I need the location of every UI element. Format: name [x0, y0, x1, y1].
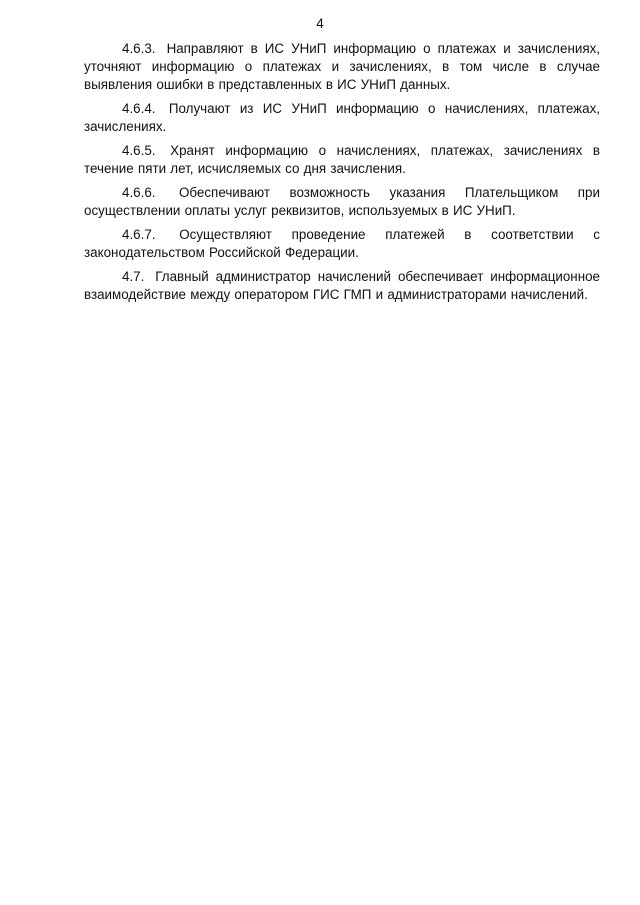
paragraph-4-6-7 [84, 226, 600, 262]
paragraph-number: 4.6.7. [122, 227, 156, 242]
paragraph-number: 4.7. [122, 269, 145, 284]
document-body [84, 40, 600, 310]
paragraph-4-7 [84, 268, 600, 304]
paragraph-4-6-5 [84, 142, 600, 178]
paragraph-number: 4.6.3. [122, 41, 156, 56]
paragraph-number: 4.6.4. [122, 101, 156, 116]
paragraph-4-6-3 [84, 40, 600, 94]
paragraph-text: Обеспечивают возможность указания Плательщиком при осуществлении оплаты услуг реквизитов, используемых в ИС УНиП. [84, 185, 600, 218]
paragraph-text: Хранят информацию о начислениях, платежах, зачислениях в течение пяти лет, исчисляемых со дня зачисления. [84, 143, 600, 176]
paragraph-text: Главный администратор начислений обеспечивает информационное взаимодействие между оператором ГИС ГМП и администраторами начислений. [84, 269, 600, 302]
paragraph-text: Получают из ИС УНиП информацию о начислениях, платежах, зачислениях. [84, 101, 600, 134]
paragraph-text: Осуществляют проведение платежей в соответствии с законодательством Российской Федерации. [84, 227, 600, 260]
paragraph-number: 4.6.5. [122, 143, 156, 158]
paragraph-4-6-6 [84, 184, 600, 220]
page-number: 4 [316, 16, 324, 31]
paragraph-text: Направляют в ИС УНиП информацию о платежах и зачислениях, уточняют информацию о платежах и зачислениях, в том числе в случае выявления ошибки в представленных в ИС УНиП данных. [84, 41, 600, 92]
paragraph-4-6-4 [84, 100, 600, 136]
paragraph-number: 4.6.6. [122, 185, 156, 200]
